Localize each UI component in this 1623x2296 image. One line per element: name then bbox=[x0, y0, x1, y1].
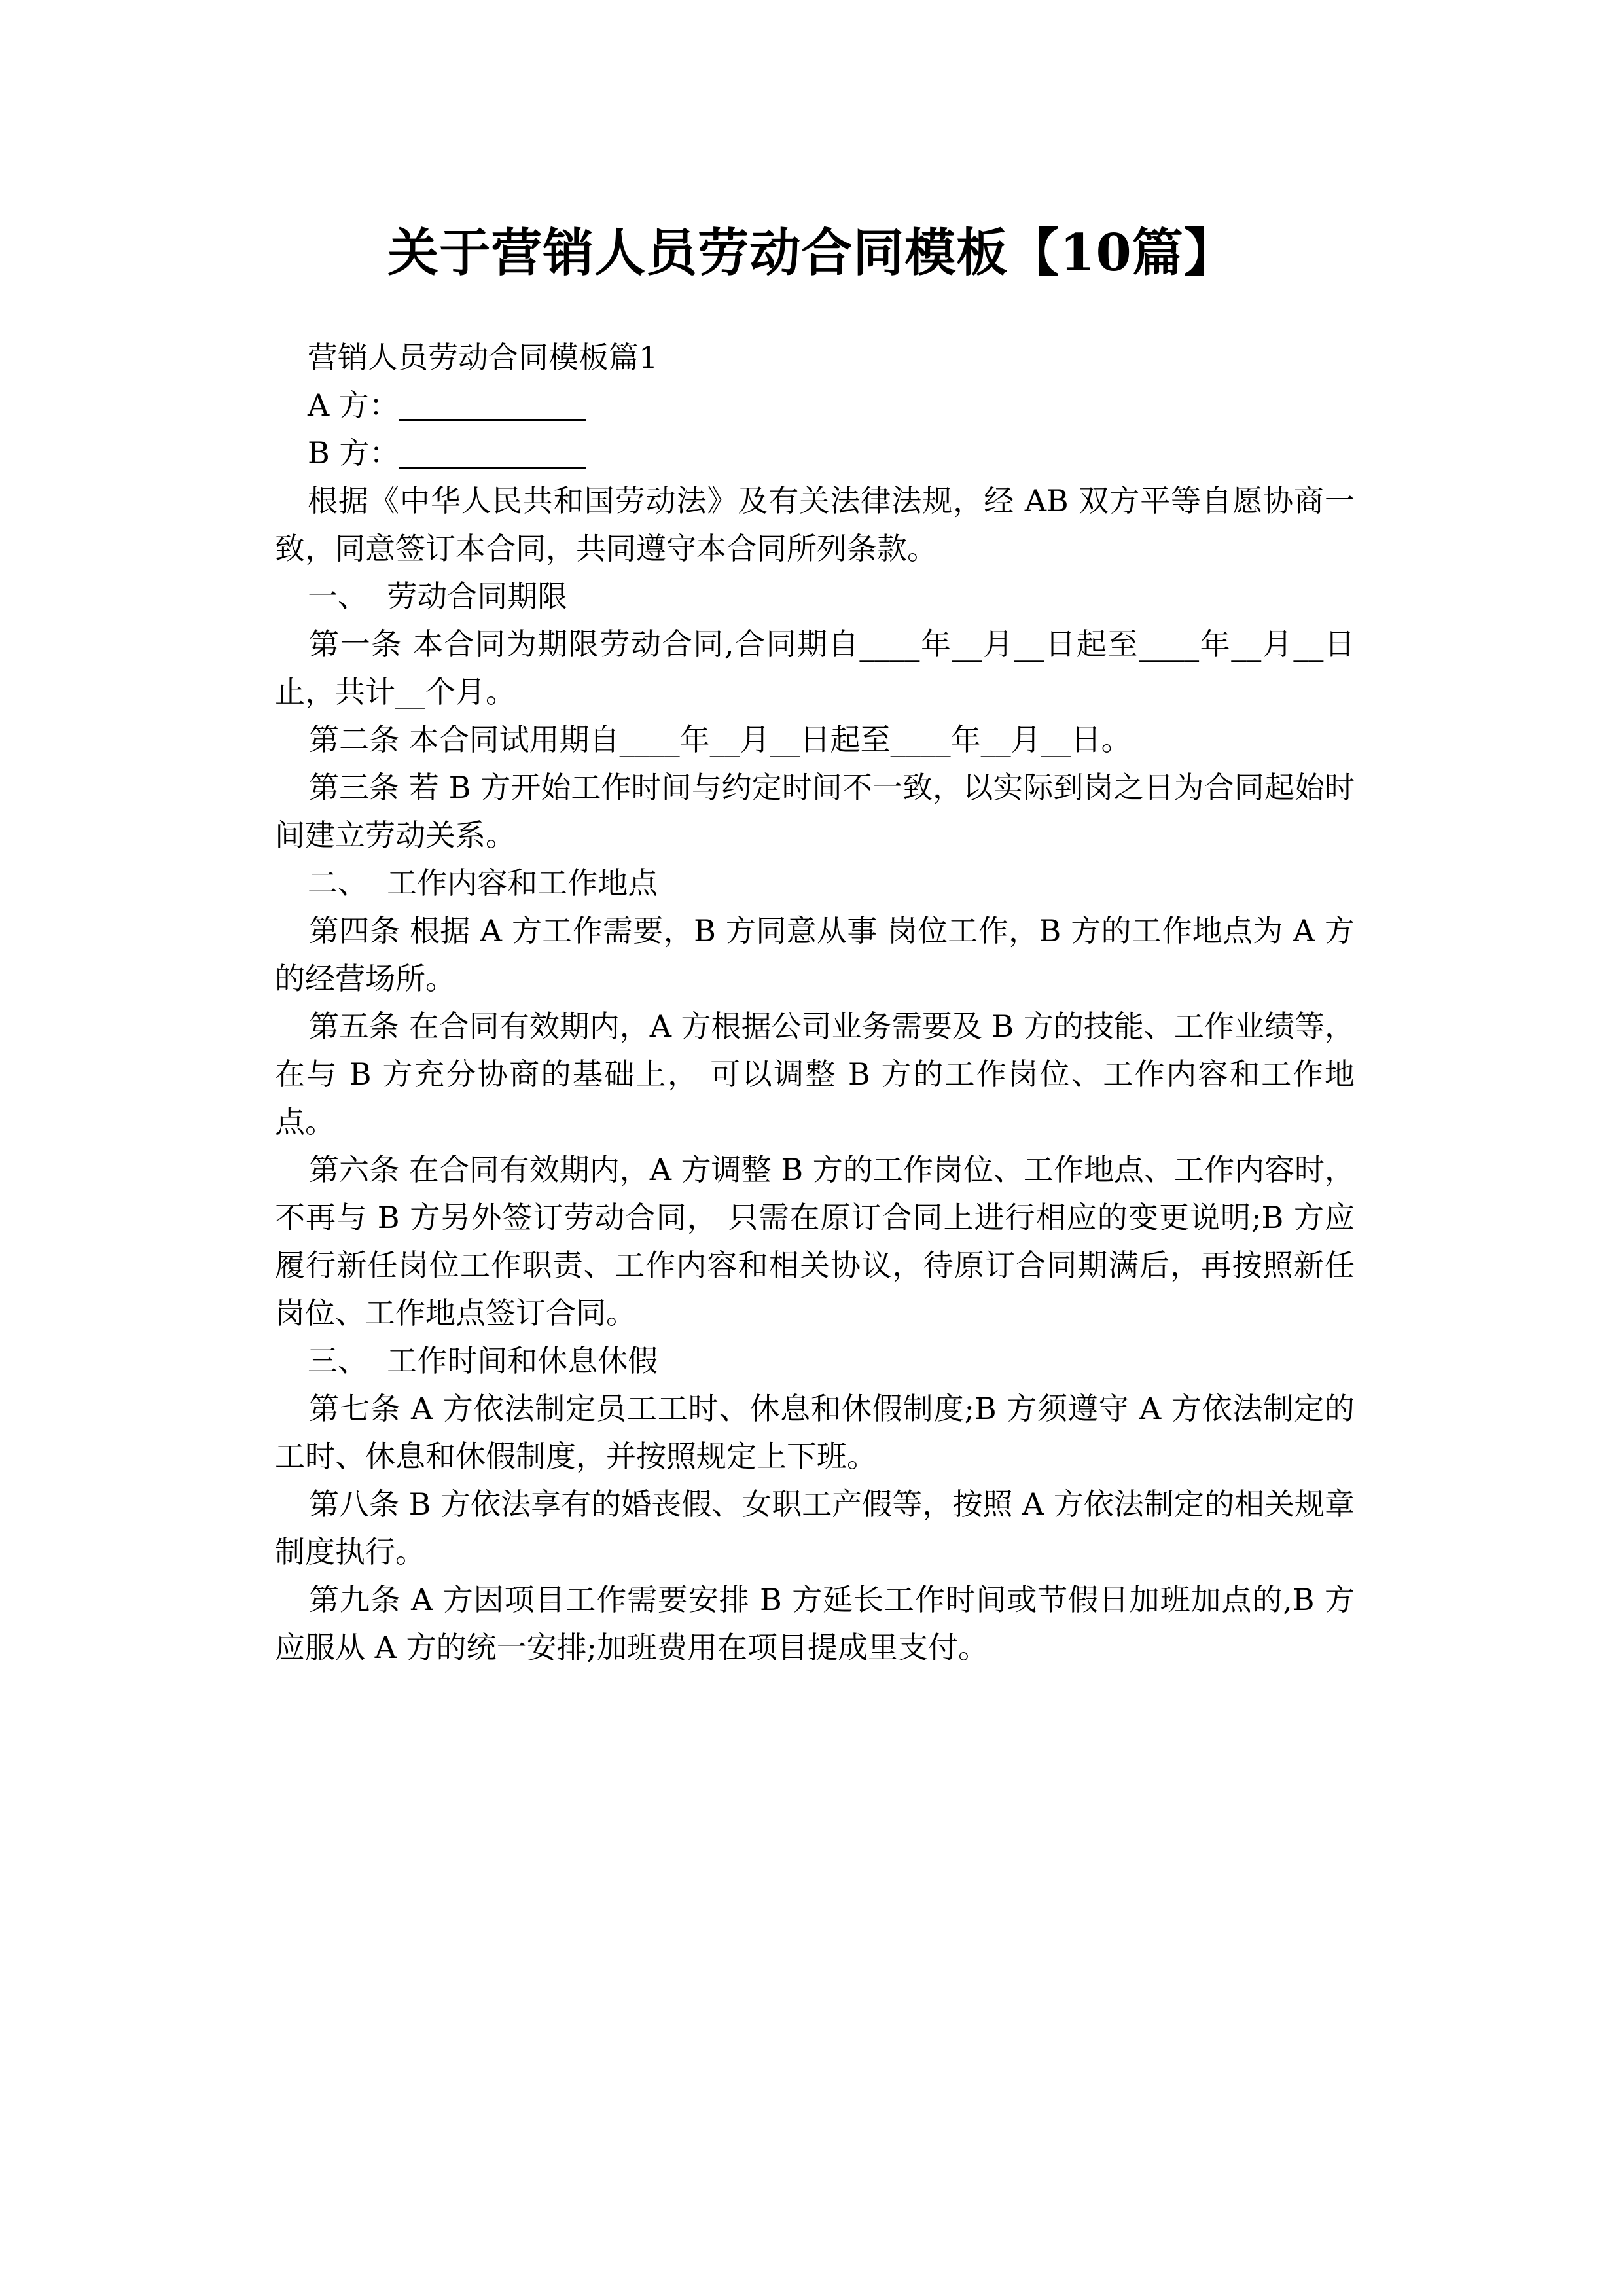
party-b-label: B 方： bbox=[308, 435, 400, 471]
clause-5: 第五条 在合同有效期内，A 方根据公司业务需要及 B 方的技能、工作业绩等，在与 B 方充分协商的基础上， 可以调整 B 方的工作岗位、工作内容和工作地点。 bbox=[275, 1009, 1355, 1139]
clause-4: 第四条 根据 A 方工作需要，B 方同意从事 岗位工作，B 方的工作地点为 A 方的经营场所。 bbox=[275, 913, 1355, 996]
section-heading-3: 三、 工作时间和休息休假 bbox=[308, 1343, 658, 1378]
section-heading-2: 二、 工作内容和工作地点 bbox=[308, 865, 658, 901]
clause-7: 第七条 A 方依法制定员工工时、休息和休假制度;B 方须遵守 A 方依法制定的工时、休息和休假制度，并按照规定上下班。 bbox=[275, 1391, 1355, 1474]
clause-8: 第八条 B 方依法享有的婚丧假、女职工产假等，按照 A 方依法制定的相关规章制度执行。 bbox=[275, 1486, 1355, 1570]
section-heading-1: 一、 劳动合同期限 bbox=[308, 579, 568, 614]
document-body bbox=[275, 334, 1355, 1672]
clause-6: 第六条 在合同有效期内，A 方调整 B 方的工作岗位、工作地点、工作内容时，不再与 B 方另外签订劳动合同， 只需在原订合同上进行相应的变更说明;B 方应履行新任岗位工作职责、工作内容和相关协议，待原订合同期满后，再按照新任岗位、工作地点签订合同。 bbox=[275, 1152, 1355, 1331]
party-a-label: A 方： bbox=[308, 387, 399, 423]
preamble-paragraph: 根据《中华人民共和国劳动法》及有关法律法规，经 AB 双方平等自愿协商一致，同意签订本合同，共同遵守本合同所列条款。 bbox=[275, 483, 1355, 566]
signature-line-party-b bbox=[275, 429, 1355, 477]
clause-9: 第九条 A 方因项目工作需要安排 B 方延长工作时间或节假日加班加点的,B 方应服从 A 方的统一安排;加班费用在项目提成里支付。 bbox=[275, 1582, 1355, 1665]
clause-3: 第三条 若 B 方开始工作时间与约定时间不一致，以实际到岗之日为合同起始时间建立劳动关系。 bbox=[275, 770, 1355, 853]
document-subtitle: 营销人员劳动合同模板篇1 bbox=[308, 340, 658, 375]
page-title: 关于营销人员劳动合同模板【10篇】 bbox=[387, 223, 1236, 283]
signature-line-party-a bbox=[275, 382, 1355, 429]
party-a-blank[interactable] bbox=[399, 390, 586, 421]
party-b-blank[interactable] bbox=[399, 438, 586, 469]
clause-1: 第一条 本合同为期限劳动合同,合同期自____年__月__日起至____年__月__日止，共计__个月。 bbox=[275, 626, 1355, 709]
clause-2: 第二条 本合同试用期自____年__月__日起至____年__月__日。 bbox=[309, 722, 1132, 757]
